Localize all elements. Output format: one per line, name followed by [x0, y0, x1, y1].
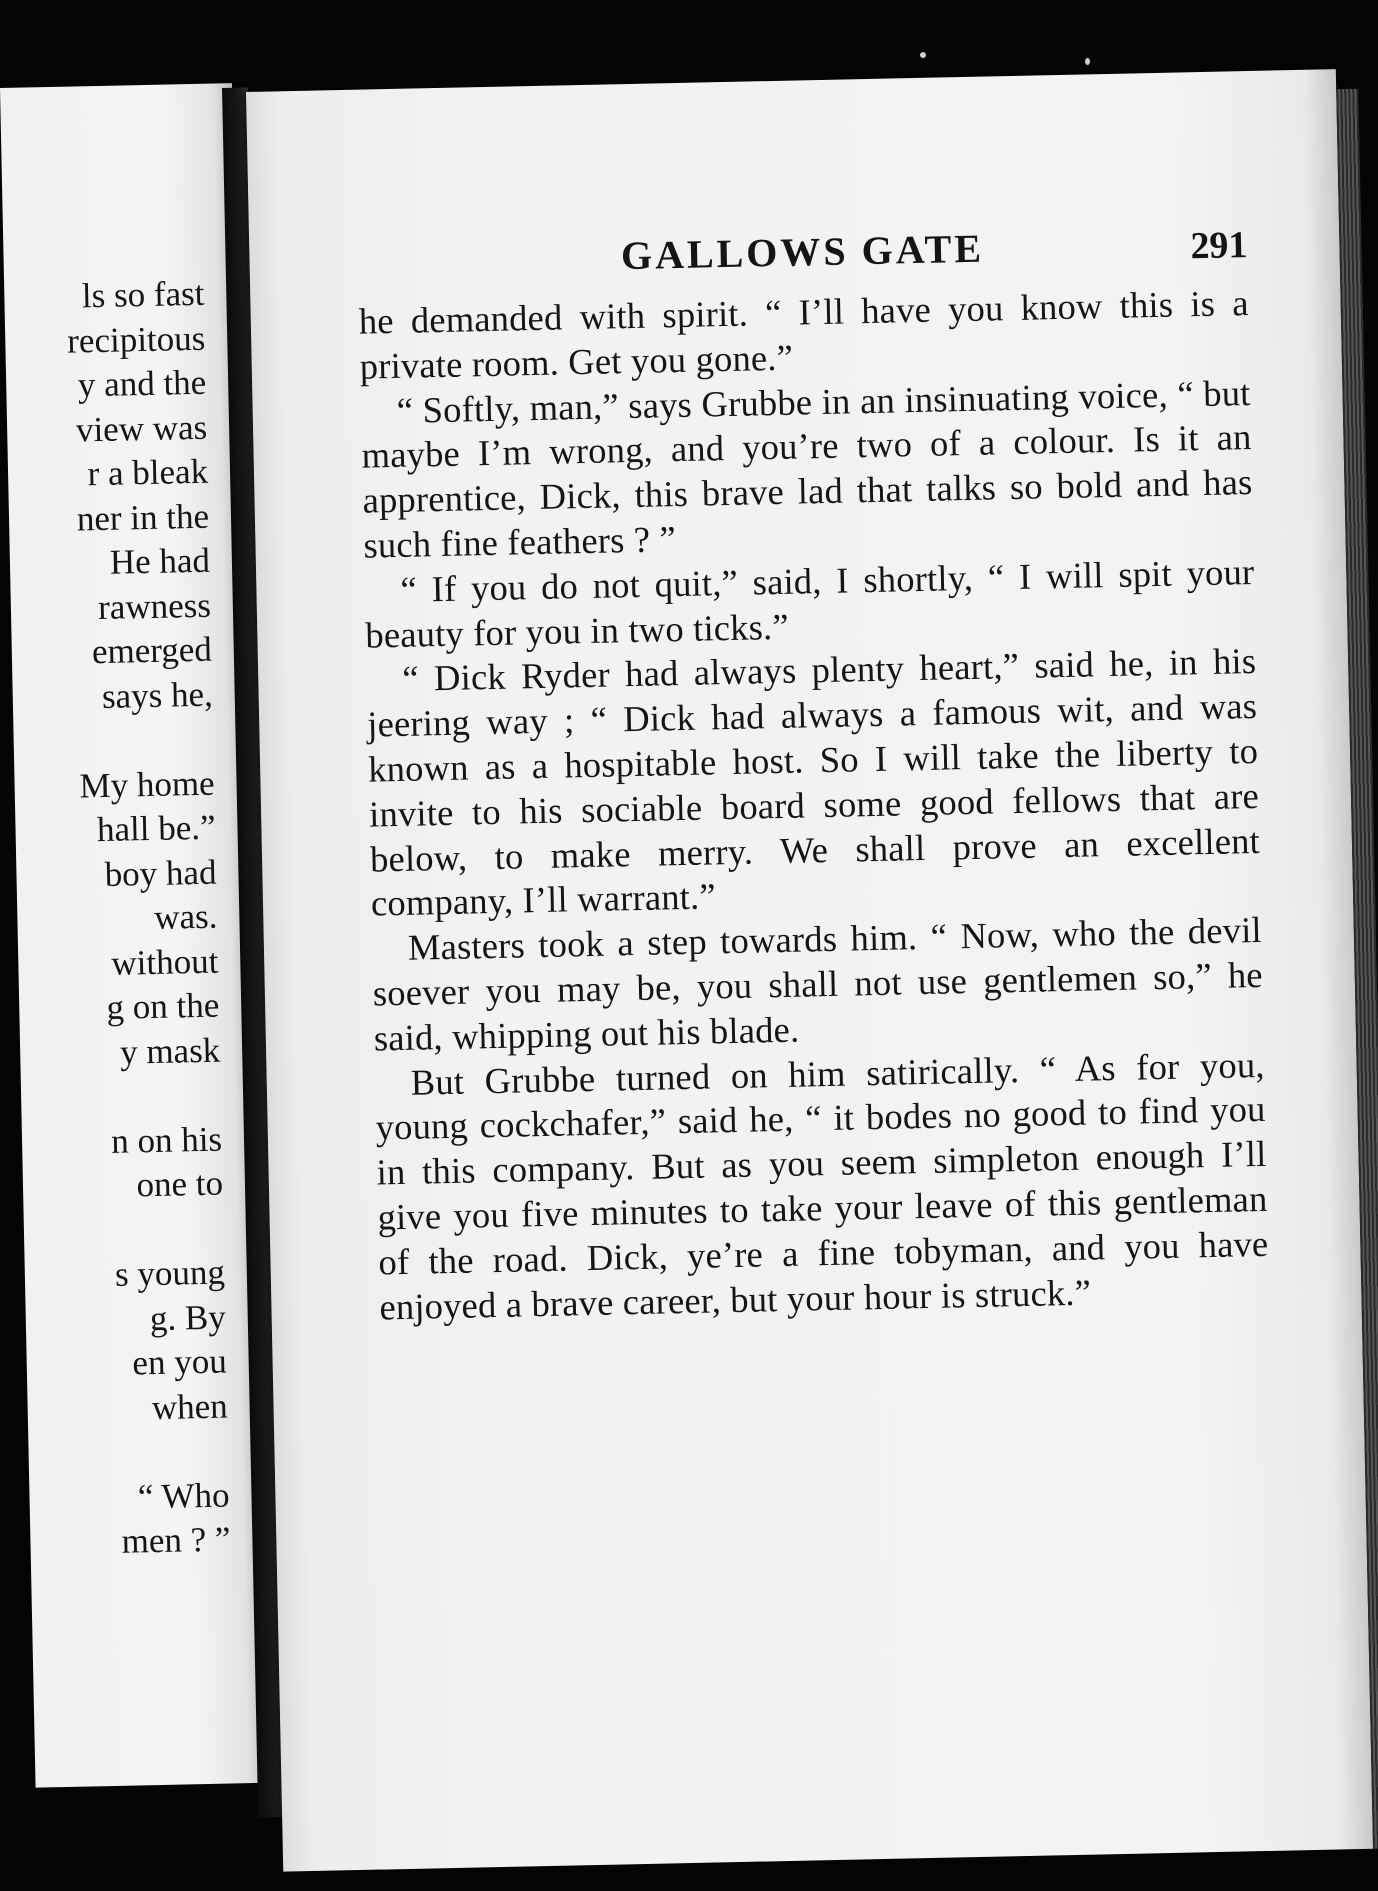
scan-speck: [1085, 58, 1090, 65]
left-page-line: g. By: [149, 1297, 227, 1338]
page-edge: [1336, 89, 1378, 1849]
running-title: GALLOWS GATE: [620, 225, 985, 279]
paragraph: But Grubbe turned on him satirically. “ As for you, young cockchafer,” said he, “ it bodes no good to find you in this company. But as you seem simpleton enough I’ll give you five minutes to take your leave of this gentleman of the road. Dick, ye’re a fine tobyman, and you have enjoyed a brave career, but your hour is struck.”: [375, 1043, 1269, 1327]
left-page-line: s young: [114, 1252, 226, 1294]
left-page-line: g on the: [106, 985, 220, 1027]
left-page-line: boy had: [104, 852, 217, 894]
left-page-line: one to: [136, 1163, 224, 1205]
paragraph: “ If you do not quit,” said, I shortly, “ I will spit your beauty for you in two ticks.”: [364, 550, 1255, 656]
left-page-line: [21, 1073, 222, 1122]
left-page-line: ls so fast: [81, 273, 205, 316]
left-page-line: when: [151, 1386, 229, 1427]
left-page-line: n on his: [110, 1119, 223, 1161]
left-page-line: en you: [132, 1341, 228, 1383]
left-page-line: My home: [79, 763, 216, 805]
left-page-line: “ Who: [137, 1475, 230, 1516]
left-page-line: y and the: [77, 362, 207, 405]
left-page-line: recipitous: [66, 318, 206, 361]
left-page-line: without: [110, 941, 219, 983]
left-page-line: men ? ”: [121, 1519, 231, 1561]
left-page-line: emerged: [91, 629, 213, 672]
running-head: [357, 219, 1248, 288]
right-page: [246, 69, 1373, 1871]
left-page-line: rawness: [97, 585, 212, 627]
body-text: [358, 281, 1269, 1330]
left-page-line: ner in the: [76, 496, 210, 538]
paragraph: Masters took a step towards him. “ Now, who the devil soever you may be, you shall not use gentlemen so,” he said, whipping out his blade.: [372, 909, 1264, 1059]
scan-speck: [920, 52, 926, 58]
left-page-line: r a bleak: [87, 451, 209, 494]
left-page-line: He had: [109, 540, 211, 582]
left-page-line: [13, 717, 214, 766]
left-page-line: [28, 1429, 229, 1478]
left-page-line: [24, 1206, 225, 1255]
left-page-line: says he,: [101, 674, 214, 716]
left-page-text: [4, 272, 231, 1566]
paragraph: “ Softly, man,” says Grubbe in an insinuating voice, “ but maybe I’m wrong, and you’re two of a colour. Is it an apprentice, Dick, this brave lad that talks so bold and has such fine feathers ? ”: [361, 371, 1253, 566]
left-page-line: view was: [75, 407, 208, 449]
paragraph: “ Dick Ryder had always plenty heart,” said he, in his jeering way ; “ Dick had always a famous wit, and was known as a hospitable host. So I will take the liberty to invite to his sociable board some good fellows that are below, to make merry. We shall prove an excellent company, I’ll warrant.”: [366, 640, 1261, 924]
paragraph: he demanded with spirit. “ I’ll have you know this is a private room. Get you gone.”: [358, 282, 1250, 387]
left-page-line: was.: [153, 896, 218, 937]
page-number: 291: [1189, 224, 1248, 268]
left-page-line: hall be.”: [96, 807, 216, 850]
left-page-line: y mask: [119, 1030, 221, 1072]
